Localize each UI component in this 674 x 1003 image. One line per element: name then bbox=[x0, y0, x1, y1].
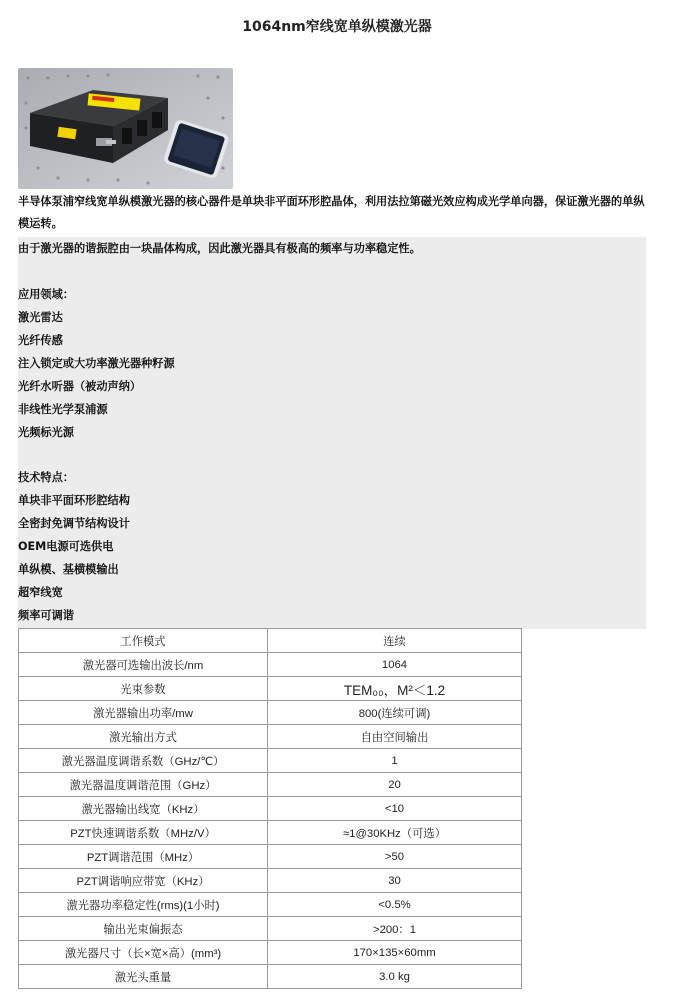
table-row bbox=[19, 797, 522, 821]
value-cell: 1 bbox=[268, 749, 522, 773]
param-cell: 激光器尺寸（长×宽×高）(mm³) bbox=[19, 941, 268, 965]
param-cell: 激光器输出功率/mw bbox=[19, 701, 268, 725]
param-cell: 激光器功率稳定性(rms)(1小时) bbox=[19, 893, 268, 917]
value-cell: >50 bbox=[268, 845, 522, 869]
param-cell: PZT调谐响应带宽（KHz） bbox=[19, 869, 268, 893]
value-cell: 1064 bbox=[268, 653, 522, 677]
value-cell: TEM₀₀，M²＜1.2 bbox=[268, 677, 522, 701]
feature-item: OEM电源可选供电 bbox=[18, 540, 114, 553]
param-cell: 激光器输出线宽（KHz） bbox=[19, 797, 268, 821]
table-row bbox=[19, 773, 522, 797]
stability-text: 由于激光器的谐振腔由一块晶体构成，因此激光器具有极高的频率与功率稳定性。 bbox=[18, 242, 421, 255]
application-item: 光频标光源 bbox=[18, 426, 74, 439]
features-heading: 技术特点： bbox=[18, 471, 74, 484]
features-section bbox=[18, 466, 130, 627]
value-cell: >200：1 bbox=[268, 917, 522, 941]
applications-heading: 应用领域： bbox=[18, 288, 74, 301]
intro-paragraph: 半导体泵浦窄线宽单纵模激光器的核心器件是单块非平面环形腔晶体，利用法拉第磁光效应构成光学单向器，保证激光器的单纵模运转。 bbox=[18, 195, 645, 230]
value-cell: 20 bbox=[268, 773, 522, 797]
table-row bbox=[19, 749, 522, 773]
param-cell: 激光器可选输出波长/nm bbox=[19, 653, 268, 677]
value-cell: <10 bbox=[268, 797, 522, 821]
table-row bbox=[19, 677, 522, 701]
table-row bbox=[19, 917, 522, 941]
param-cell: PZT调谐范围（MHz） bbox=[19, 845, 268, 869]
feature-item: 单块非平面环形腔结构 bbox=[18, 494, 130, 507]
spec-table bbox=[18, 628, 522, 989]
param-cell: 工作模式 bbox=[19, 629, 268, 653]
value-cell: ≈1@30KHz（可选） bbox=[268, 821, 522, 845]
page-title: 1064nm窄线宽单纵模激光器 bbox=[242, 19, 432, 35]
table-row bbox=[19, 845, 522, 869]
feature-item: 频率可调谐 bbox=[18, 609, 74, 622]
param-cell: 激光器温度调谐系数（GHz/℃） bbox=[19, 749, 268, 773]
value-cell: 170×135×60mm bbox=[268, 941, 522, 965]
value-cell: 800(连续可调) bbox=[268, 701, 522, 725]
value-cell: 连续 bbox=[268, 629, 522, 653]
param-cell: 激光输出方式 bbox=[19, 725, 268, 749]
feature-item: 全密封免调节结构设计 bbox=[18, 517, 130, 530]
applications-section bbox=[18, 283, 175, 444]
laser-product-photo bbox=[18, 68, 233, 189]
application-item: 注入锁定或大功率激光器种籽源 bbox=[18, 357, 175, 370]
param-cell: 光束参数 bbox=[19, 677, 268, 701]
description-stability bbox=[18, 237, 421, 260]
table-row bbox=[19, 701, 522, 725]
param-cell: 输出光束偏振态 bbox=[19, 917, 268, 941]
param-cell: 激光头重量 bbox=[19, 965, 268, 989]
param-cell: 激光器温度调谐范围（GHz） bbox=[19, 773, 268, 797]
param-cell: PZT快速调谐系数（MHz/V） bbox=[19, 821, 268, 845]
value-cell: 自由空间输出 bbox=[268, 725, 522, 749]
table-row bbox=[19, 893, 522, 917]
value-cell: 30 bbox=[268, 869, 522, 893]
feature-item: 超窄线宽 bbox=[18, 586, 63, 599]
table-row bbox=[19, 941, 522, 965]
value-cell: <0.5% bbox=[268, 893, 522, 917]
table-row bbox=[19, 869, 522, 893]
table-row bbox=[19, 821, 522, 845]
application-item: 光纤传感 bbox=[18, 334, 63, 347]
feature-item: 单纵模、基横模输出 bbox=[18, 563, 119, 576]
table-row bbox=[19, 653, 522, 677]
application-item: 光纤水听器（被动声纳） bbox=[18, 380, 142, 393]
table-row bbox=[19, 725, 522, 749]
table-row bbox=[19, 629, 522, 653]
value-cell: 3.0 kg bbox=[268, 965, 522, 989]
application-item: 非线性光学泵浦源 bbox=[18, 403, 108, 416]
application-item: 激光雷达 bbox=[18, 311, 63, 324]
table-row bbox=[19, 965, 522, 989]
